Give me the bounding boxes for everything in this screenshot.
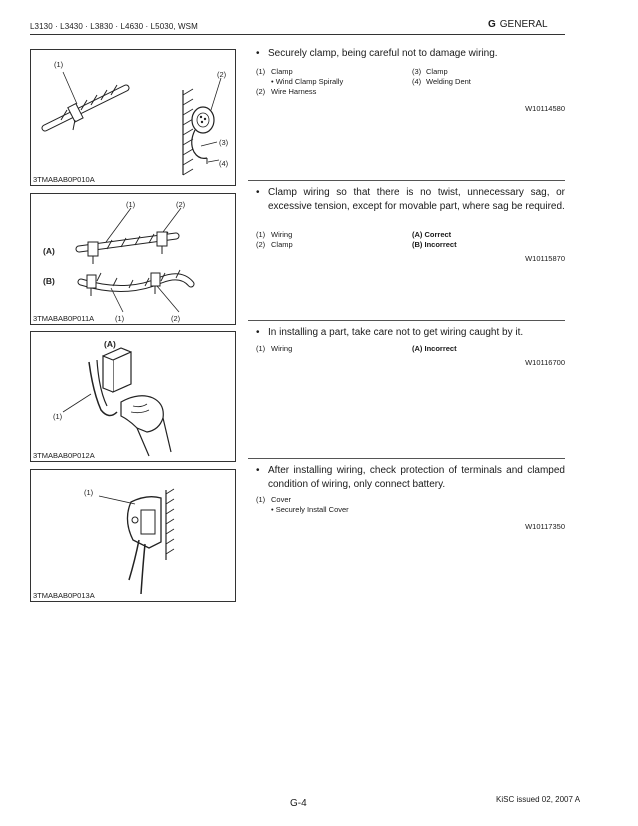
fig2-callout-1: (1) [126,200,136,209]
figure-terminal-cover [30,469,236,602]
legend-label: Clamp [271,67,293,76]
header-section [488,19,548,30]
legend-num: (2) [256,87,266,96]
fig2-callout-b: (B) [43,276,55,286]
section-title: GENERAL [499,19,548,30]
figure-terminal-cover-drawing [31,470,237,603]
bullet: • [256,327,260,338]
figure-code: 3TMABAB0P013A [33,591,95,600]
fig1-callout-4: (4) [219,159,229,168]
figure-code: 3TMABAB0P010A [33,175,95,184]
legend-label: Cover [271,495,292,504]
bullet: • [256,187,260,198]
reference-code: W10115870 [525,254,565,263]
legend-num: (1) [256,67,266,76]
legend-3 [256,344,565,354]
legend-num: (4) [412,77,422,86]
reference-code: W10114580 [525,104,565,113]
legend-label: Wiring [271,230,293,239]
bullet: • [256,465,260,476]
legend-2 [256,230,565,250]
issue-info: KiSC issued 02, 2007 A [496,795,581,804]
legend-label: Wiring [271,344,293,353]
legend-label: Wire Harness [271,87,317,96]
legend-label: Clamp [426,67,448,76]
instruction-text: In installing a part, take care not to get wiring caught by it. [268,327,524,338]
section-letter: G [488,19,496,30]
legend-num: (1) [256,344,266,353]
instruction-4 [256,464,565,492]
figure-clamp-tension [30,193,236,325]
fig1-callout-2: (2) [217,70,227,79]
legend-4 [256,495,565,515]
legend-label-bold: (B) Incorrect [412,240,457,249]
header-models: L3130 · L3430 · L3830 · L4630 · L5030, WSM [30,22,198,31]
bullet: • [256,48,260,59]
legend-label: • Securely Install Cover [271,505,349,514]
figure-code: 3TMABAB0P012A [33,451,95,460]
figure-code: 3TMABAB0P011A [33,314,95,323]
fig1-callout-3: (3) [219,138,229,147]
figure-clamp-tension-drawing [31,194,237,326]
fig2-callout-2: (2) [176,200,186,209]
instruction-text: Clamp wiring so that there is no twist, unnecessary sag, or excessive tension, except for movable part, where sag be required. [268,187,565,212]
fig2-callout-a: (A) [43,246,55,256]
section-divider [248,458,565,459]
fig2-callout-1b: (1) [115,314,125,323]
legend-num: (1) [256,230,266,239]
legend-label: • Wind Clamp Spirally [271,77,344,86]
legend-label: Welding Dent [426,77,471,86]
section-divider [248,320,565,321]
fig1-callout-1: (1) [54,60,64,69]
fig4-callout-1: (1) [84,488,94,497]
figure-wiring-caught-drawing [31,332,237,463]
header-rule [30,34,565,35]
reference-code: W10117350 [525,522,565,531]
legend-label-bold: (A) Correct [412,230,452,239]
instruction-1 [256,47,565,61]
legend-label-bold: (A) Incorrect [412,344,457,353]
instruction-3 [256,326,565,340]
legend-label: Clamp [271,240,293,249]
figure-clamp-spiral [30,49,236,186]
legend-num: (1) [256,495,266,504]
legend-num: (3) [412,67,422,76]
reference-code: W10116700 [525,358,565,367]
instruction-2 [256,186,565,214]
instruction-text: Securely clamp, being careful not to damage wiring. [268,48,498,59]
legend-1 [256,67,565,97]
section-divider [248,180,565,181]
figure-clamp-spiral-drawing [31,50,237,187]
fig2-callout-2b: (2) [171,314,181,323]
legend-num: (2) [256,240,266,249]
figure-wiring-caught [30,331,236,462]
fig3-callout-1: (1) [53,412,63,421]
instruction-text: After installing wiring, check protection of terminals and clamped condition of wiring, only connect battery. [268,465,565,490]
page-number: G-4 [290,798,307,809]
fig3-callout-a: (A) [104,339,116,349]
